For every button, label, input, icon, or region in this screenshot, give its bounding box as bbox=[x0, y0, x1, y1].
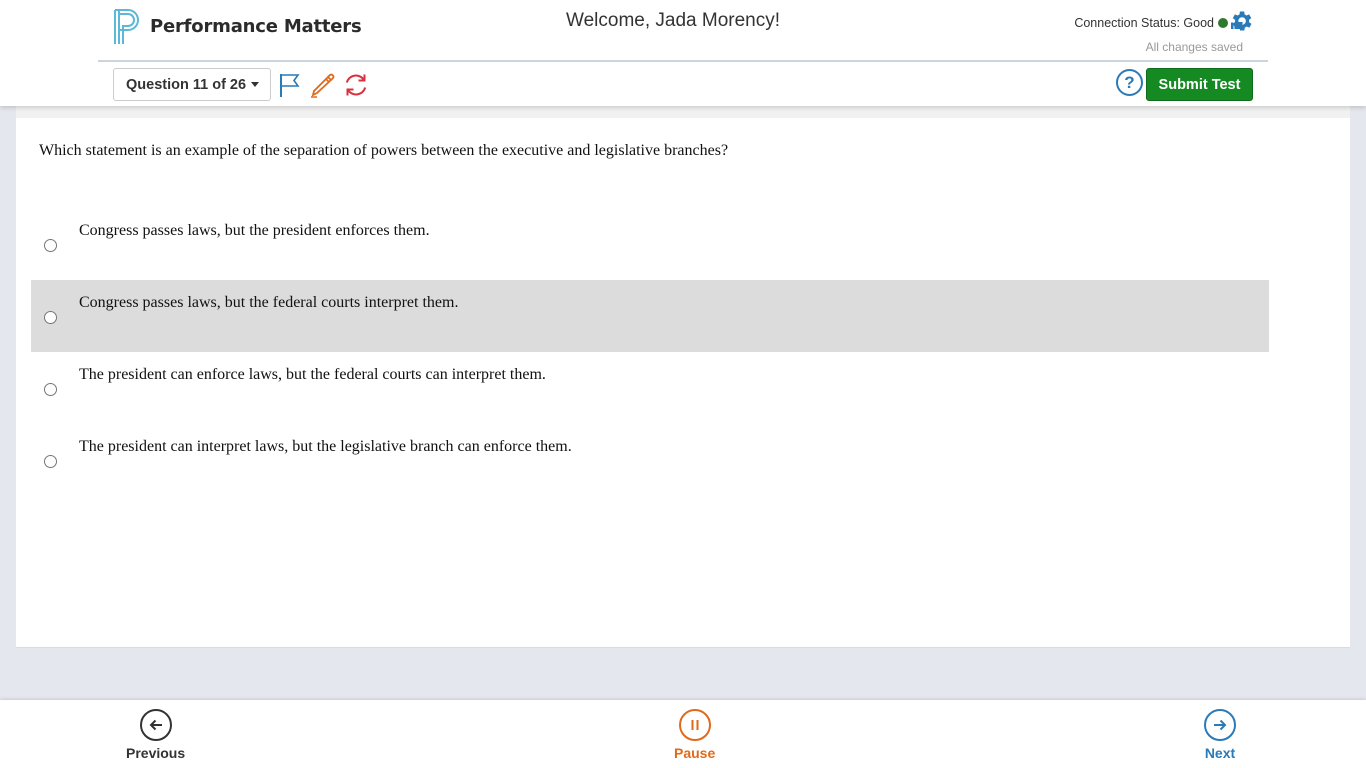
header bbox=[0, 0, 1366, 106]
status-dot bbox=[1218, 18, 1228, 28]
logo-icon bbox=[112, 6, 142, 46]
connection-status-text: Connection Status: Good bbox=[1074, 16, 1214, 30]
header-inner bbox=[98, 0, 1268, 106]
question-panel bbox=[16, 106, 1350, 648]
pause-icon bbox=[679, 709, 711, 741]
welcome-message: Welcome, Jada Morency! bbox=[566, 10, 781, 31]
save-status: All changes saved bbox=[1145, 40, 1243, 54]
answer-choice-1[interactable] bbox=[31, 208, 1269, 280]
answer-choice-3[interactable] bbox=[31, 352, 1269, 424]
answer-choice-2[interactable] bbox=[31, 280, 1269, 352]
previous-label: Previous bbox=[126, 745, 186, 761]
submit-test-label: Submit Test bbox=[1158, 76, 1241, 93]
answer-label: Congress passes laws, but the federal courts interpret them. bbox=[79, 294, 459, 311]
question-selector[interactable] bbox=[113, 68, 271, 101]
previous-icon bbox=[140, 709, 172, 741]
logo bbox=[112, 6, 361, 46]
caret-down-icon bbox=[251, 82, 259, 87]
help-icon[interactable] bbox=[1116, 69, 1143, 96]
radio-button[interactable] bbox=[44, 383, 57, 396]
next-icon bbox=[1204, 709, 1236, 741]
radio-button[interactable] bbox=[44, 311, 57, 324]
question-selector-label: Question 11 of 26 bbox=[126, 76, 247, 93]
next-label: Next bbox=[1204, 745, 1236, 761]
help-icon-label: ? bbox=[1124, 72, 1135, 92]
next-button[interactable] bbox=[1204, 709, 1236, 761]
gear-icon[interactable] bbox=[1228, 8, 1254, 34]
header-divider bbox=[98, 60, 1268, 62]
pause-button[interactable] bbox=[674, 709, 715, 761]
logo-text: Performance Matters bbox=[150, 15, 362, 37]
flag-icon[interactable] bbox=[276, 71, 304, 99]
question-text: Which statement is an example of the separation of powers between the executive and legislative branches? bbox=[39, 142, 729, 159]
refresh-icon[interactable] bbox=[342, 71, 370, 99]
footer-nav bbox=[0, 700, 1366, 768]
answer-label: The president can enforce laws, but the federal courts can interpret them. bbox=[79, 366, 546, 383]
pause-label: Pause bbox=[674, 745, 716, 761]
radio-button[interactable] bbox=[44, 239, 57, 252]
connection-status bbox=[1074, 16, 1243, 30]
previous-button[interactable] bbox=[126, 709, 185, 761]
answer-choice-4[interactable] bbox=[31, 424, 1269, 496]
answer-label: Congress passes laws, but the president enforces them. bbox=[79, 222, 430, 239]
submit-test-button[interactable] bbox=[1146, 68, 1253, 101]
answer-label: The president can interpret laws, but the legislative branch can enforce them. bbox=[79, 438, 572, 455]
highlighter-icon[interactable] bbox=[309, 71, 337, 99]
radio-button[interactable] bbox=[44, 455, 57, 468]
